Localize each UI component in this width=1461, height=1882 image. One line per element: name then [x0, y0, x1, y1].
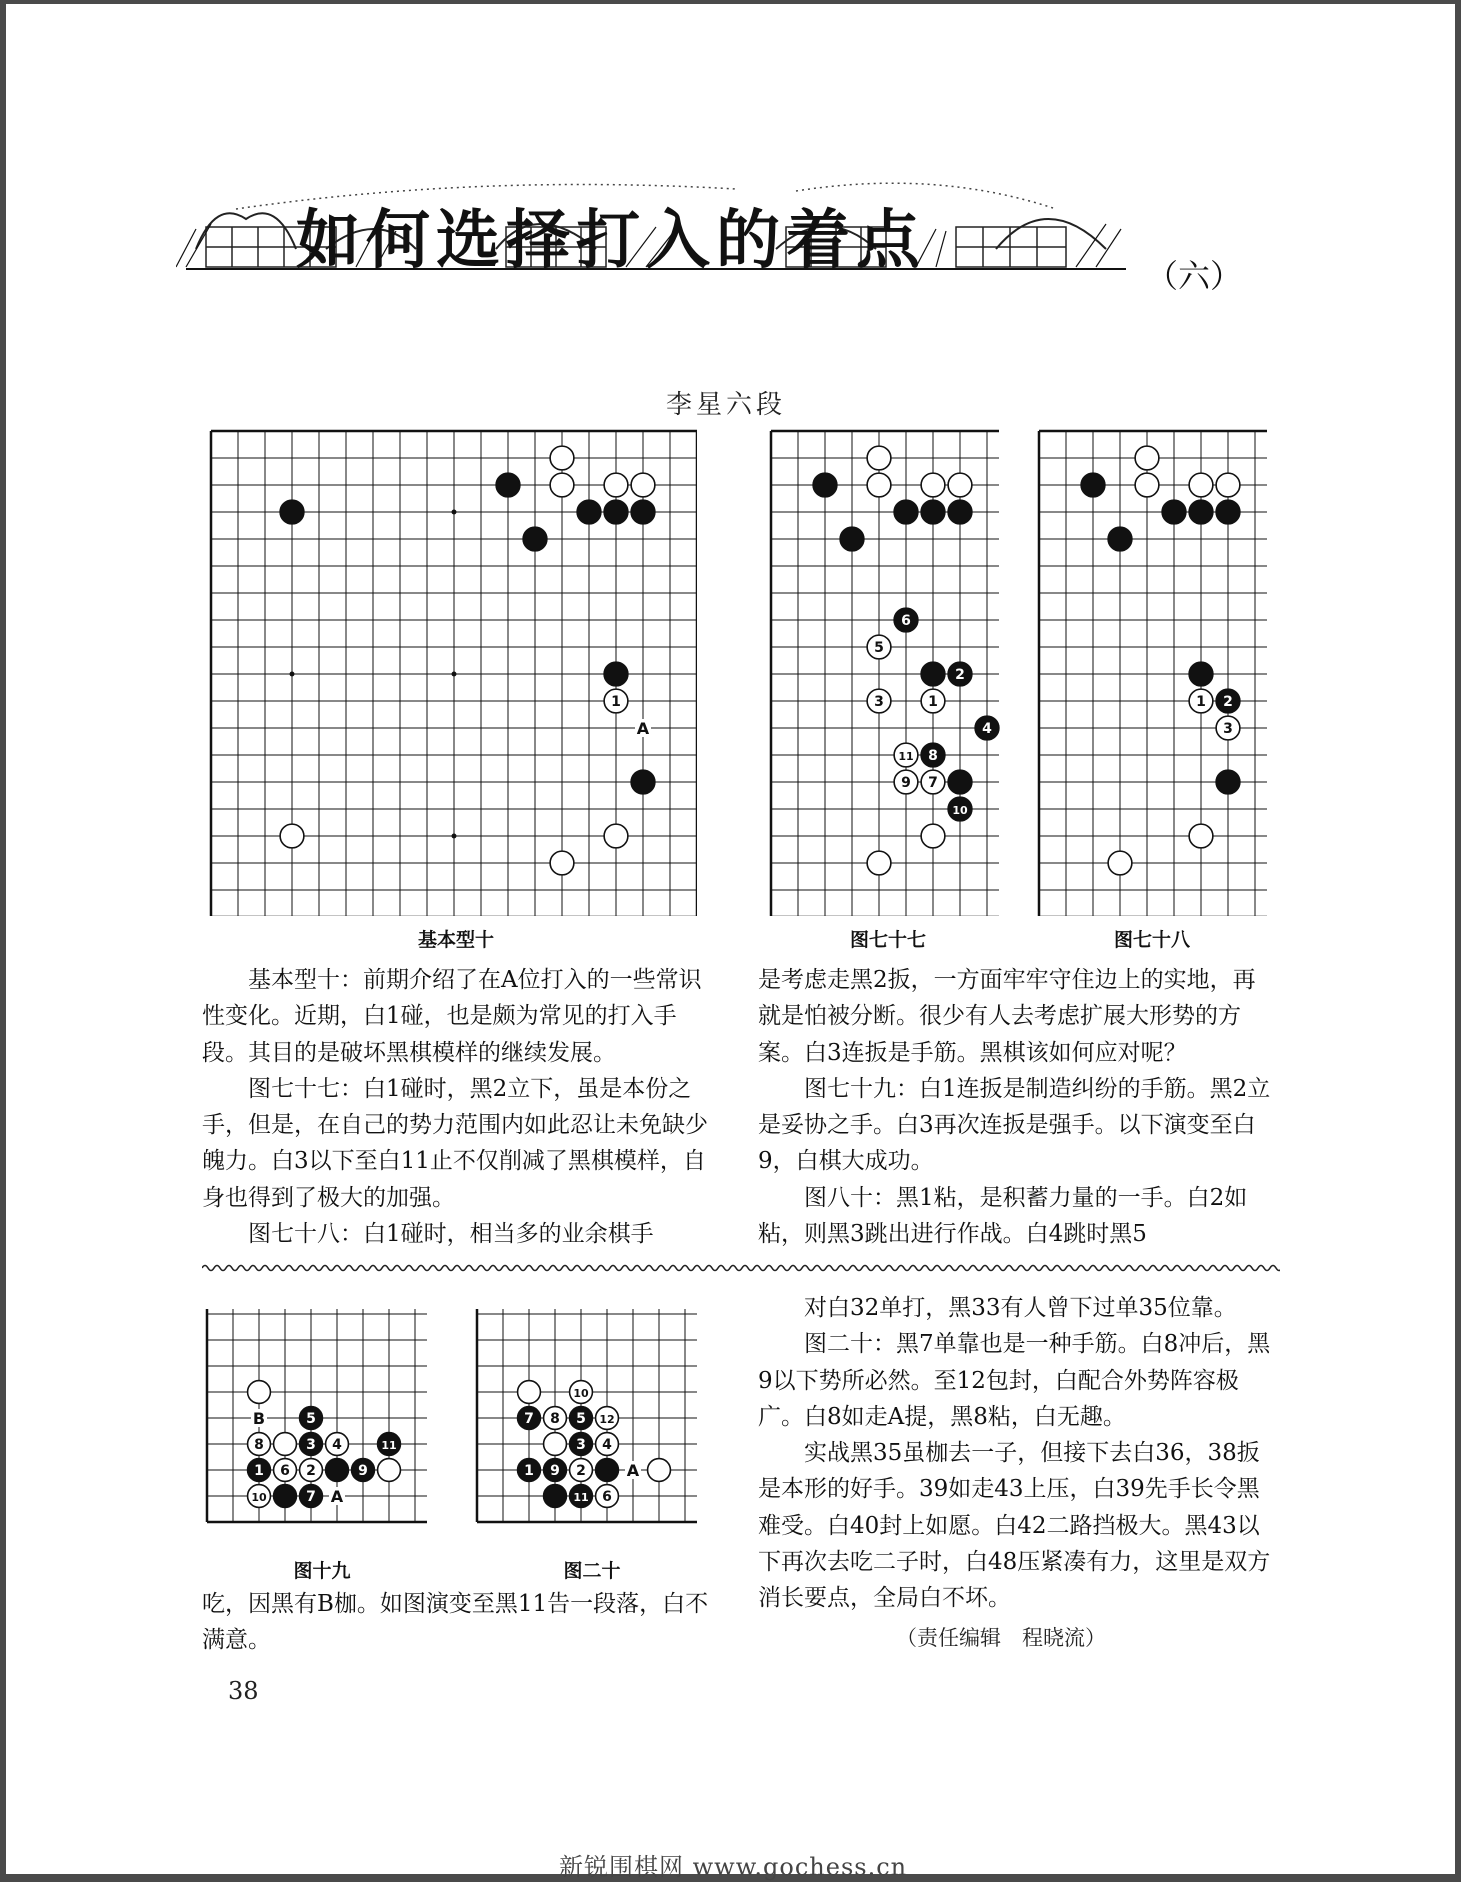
black-stone [948, 770, 972, 794]
white-stone [518, 1381, 541, 1404]
move-number: 8 [254, 1437, 264, 1453]
black-stone [631, 770, 655, 794]
article-part-number: （六） [1146, 257, 1243, 295]
move-number: 6 [280, 1463, 290, 1479]
move-number: 3 [874, 694, 884, 710]
author-name: 李星六段 [666, 390, 787, 420]
paragraph: 是考虑走黑2扳，一方面牢牢守住边上的实地，再就是怕被分断。很少有人去考虑扩展大形势的方案。白3连扳是手筋。黑棋该如何应对呢？ [758, 967, 1256, 1066]
white-stone [274, 1433, 297, 1456]
move-number: 3 [576, 1437, 586, 1453]
white-stone [544, 1433, 567, 1456]
editor-credit: （责任编辑 程晓流） [896, 1626, 1106, 1650]
move-number: 6 [901, 613, 911, 629]
move-number: 5 [576, 1411, 586, 1427]
white-stone [550, 473, 574, 497]
paragraph: 图七十九：白1连扳是制造纠纷的手筋。黑2立是妥协之手。白3再次连扳是强手。以下演变至白9，白棋大成功。 [758, 1075, 1271, 1175]
caption-diagram-19: 图十九 [293, 1560, 351, 1582]
move-number: 2 [955, 667, 965, 683]
black-stone [496, 473, 520, 497]
paragraph: 图二十：黑7单靠也是一种手筋。白8冲后，黑9以下势所必然。至12包封，白配合外势阵容极广。白8如走A提，黑8粘，白无趣。 [758, 1331, 1271, 1430]
white-stone [921, 473, 945, 497]
paragraph: 基本型十：前期介绍了在A位打入的一些常识性变化。近期，白1碰，也是颇为常见的打入手段。其目的是破坏黑棋模样的继续发展。 [202, 967, 702, 1066]
text-column-1 [202, 962, 714, 1252]
black-stone [1216, 500, 1240, 524]
black-stone [1189, 662, 1213, 686]
move-number: 11 [381, 1439, 397, 1452]
black-stone [604, 500, 628, 524]
black-stone [921, 662, 945, 686]
star-point [452, 834, 457, 839]
caption-diagram-78: 图七十八 [1113, 929, 1190, 951]
white-stone [604, 824, 628, 848]
paragraph: 图七十八：白1碰时，相当多的业余棋手 [248, 1221, 654, 1248]
caption-basic-type-10: 基本型十 [417, 929, 494, 951]
move-number: 10 [573, 1387, 589, 1400]
star-point [290, 672, 295, 677]
black-stone [596, 1459, 619, 1482]
star-point [452, 672, 457, 677]
white-stone [280, 824, 304, 848]
white-stone [948, 473, 972, 497]
white-stone [867, 446, 891, 470]
black-stone [1081, 473, 1105, 497]
move-number: 1 [928, 694, 938, 710]
caption-diagram-77: 图七十七 [849, 929, 926, 951]
black-stone [544, 1485, 567, 1508]
black-stone [604, 662, 628, 686]
white-stone [631, 473, 655, 497]
move-number: 2 [576, 1463, 586, 1479]
black-stone [921, 500, 945, 524]
black-stone [280, 500, 304, 524]
page-number: 38 [228, 1677, 259, 1705]
article-title: 如何选择打入的着点 [296, 203, 926, 278]
point-label: A [330, 1487, 344, 1506]
move-number: 5 [306, 1411, 316, 1427]
paragraph: 对白32单打，黑33有人曾下过单35位靠。 [804, 1295, 1237, 1321]
text-column-2 [758, 962, 1278, 1252]
white-stone [550, 446, 574, 470]
move-number: 2 [306, 1463, 316, 1479]
paragraph: 图八十：黑1粘，是积蓄力量的一手。白2如粘，则黑3跳出进行作战。白4跳时黑5 [758, 1184, 1248, 1248]
move-number: 2 [1223, 694, 1233, 710]
diagram-basic-type-10 [201, 426, 697, 916]
move-number: 8 [550, 1411, 560, 1427]
move-number: 1 [524, 1463, 534, 1479]
black-stone [1162, 500, 1186, 524]
move-number: 9 [901, 775, 911, 791]
move-number: 6 [602, 1489, 612, 1505]
star-point [452, 510, 457, 515]
white-stone [648, 1459, 671, 1482]
move-number: 10 [251, 1491, 267, 1504]
move-number: 1 [611, 694, 621, 710]
move-number: 1 [1196, 694, 1206, 710]
move-number: 3 [1223, 721, 1233, 737]
black-stone [840, 527, 864, 551]
diagram-77 [766, 426, 1018, 916]
point-label: A [636, 719, 650, 738]
white-stone [921, 824, 945, 848]
move-number: 1 [254, 1463, 264, 1479]
black-stone [948, 500, 972, 524]
move-number: 4 [602, 1437, 612, 1453]
white-stone [1216, 473, 1240, 497]
move-number: 10 [952, 804, 968, 817]
move-number: 7 [928, 775, 938, 791]
move-number: 9 [358, 1463, 368, 1479]
move-number: 9 [550, 1463, 560, 1479]
black-stone [631, 500, 655, 524]
move-number: 4 [332, 1437, 342, 1453]
white-stone [248, 1381, 271, 1404]
footer-watermark: 新锐围棋网 www.gochess.cn [559, 1853, 908, 1881]
move-number: 7 [524, 1411, 534, 1427]
black-stone [894, 500, 918, 524]
white-stone [604, 473, 628, 497]
move-number: 12 [599, 1413, 615, 1426]
black-stone [813, 473, 837, 497]
white-stone [1189, 473, 1213, 497]
diagram-20 [472, 1309, 712, 1549]
paragraph: 吃，因黑有B枷。如图演变至黑11告一段落，白不满意。 [202, 1591, 709, 1654]
text-column-3 [202, 1586, 714, 1659]
caption-diagram-20: 图二十 [563, 1560, 621, 1582]
text-column-4 [758, 1290, 1278, 1617]
black-stone [326, 1459, 349, 1482]
white-stone [1108, 851, 1132, 875]
diagram-78 [1034, 426, 1286, 916]
white-stone [1135, 446, 1159, 470]
move-number: 4 [982, 721, 992, 737]
move-number: 7 [306, 1489, 316, 1505]
move-number: 11 [573, 1491, 589, 1504]
black-stone [1189, 500, 1213, 524]
move-number: 3 [306, 1437, 316, 1453]
page [6, 4, 1455, 1881]
move-number: 8 [928, 748, 938, 764]
point-label: B [252, 1409, 266, 1428]
white-stone [867, 473, 891, 497]
paragraph: 图七十七：白1碰时，黑2立下，虽是本份之手，但是，在自己的势力范围内如此忍让未免缺少魄力。白3以下至白11止不仅削减了黑棋模样，自身也得到了极大的加强。 [202, 1075, 708, 1211]
wavy-divider [202, 1261, 1280, 1275]
black-stone [1216, 770, 1240, 794]
move-number: 11 [898, 750, 914, 763]
white-stone [1135, 473, 1159, 497]
white-stone [867, 851, 891, 875]
black-stone [523, 527, 547, 551]
move-number: 5 [874, 640, 884, 656]
black-stone [1108, 527, 1132, 551]
white-stone [550, 851, 574, 875]
black-stone [577, 500, 601, 524]
white-stone [378, 1459, 401, 1482]
paragraph: 实战黑35虽枷去一子，但接下去白36，38扳是本形的好手。39如走43上压，白39先手长令黑难受。白40封上如愿。白42二路挡极大。黑43以下再次去吃二子时，白48压紧凑有力，这里是双方消长要点，全局白不坏。 [758, 1440, 1271, 1612]
diagram-19 [202, 1309, 442, 1549]
black-stone [274, 1485, 297, 1508]
point-label: A [626, 1461, 640, 1480]
white-stone [1189, 824, 1213, 848]
